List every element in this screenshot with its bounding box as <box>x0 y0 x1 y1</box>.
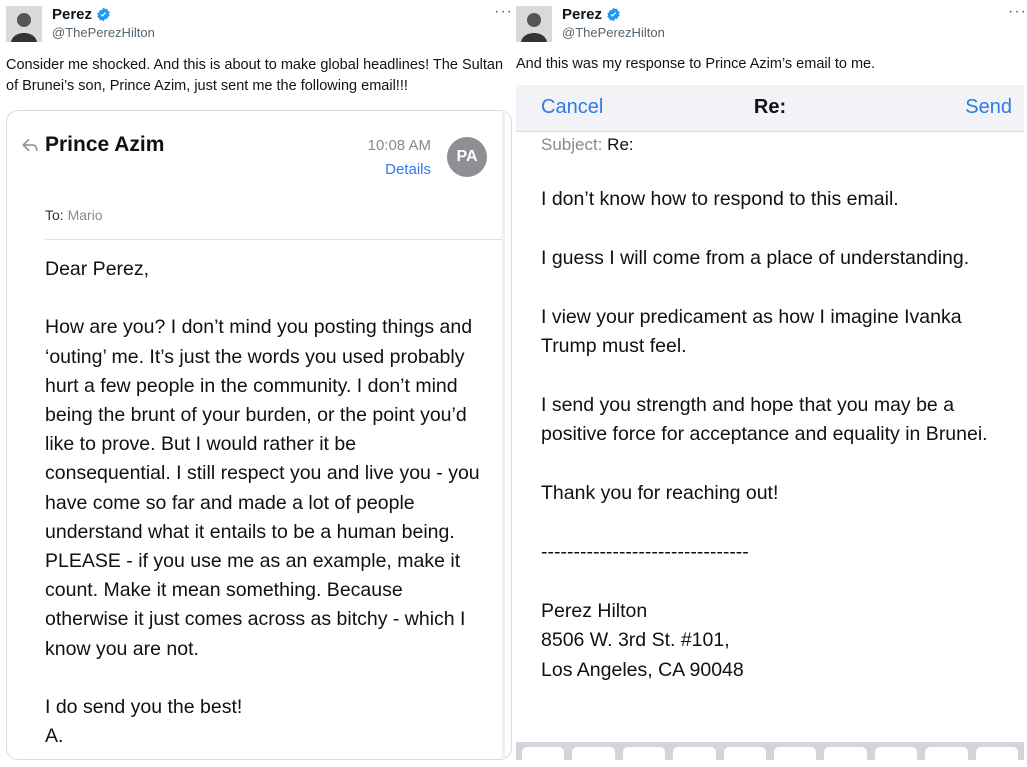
more-options-icon[interactable]: ··· <box>1008 3 1027 20</box>
reply-arrow-icon <box>21 136 39 154</box>
tweet-text: And this was my response to Prince Azim’s email to me. <box>516 56 876 72</box>
divider <box>45 239 505 240</box>
author-name[interactable]: Perez <box>52 6 93 23</box>
verified-badge-icon <box>606 7 621 22</box>
avatar-image <box>6 6 42 42</box>
send-button[interactable]: Send <box>965 96 1012 118</box>
author-handle[interactable]: @ThePerezHilton <box>52 25 155 40</box>
left-tweet <box>0 0 512 760</box>
keyboard-key <box>875 747 917 767</box>
subject-row <box>541 135 634 155</box>
subject-label: Subject: <box>541 135 603 154</box>
author-avatar[interactable] <box>516 6 552 42</box>
compose-title: Re: <box>753 96 787 118</box>
keyboard-key <box>925 747 967 767</box>
to-label: To: <box>45 207 64 223</box>
compose-screenshot[interactable] <box>516 85 1024 760</box>
keyboard-key <box>724 747 766 767</box>
right-tweet <box>512 0 1027 760</box>
keyboard-key <box>976 747 1018 767</box>
author-handle[interactable]: @ThePerezHilton <box>562 25 665 40</box>
keyboard <box>516 742 1024 760</box>
keyboard-key <box>774 747 816 767</box>
sender-name: Prince Azim <box>45 133 165 156</box>
cancel-button[interactable]: Cancel <box>541 96 604 118</box>
author-name-row[interactable] <box>52 6 111 23</box>
compose-header <box>516 85 1024 132</box>
tweet-text: Consider me shocked. And this is about to make global headlines! The Sultan of Brunei’s son, Prince Azim, just sent me the following email!!! <box>6 57 504 94</box>
keyboard-key <box>522 747 564 767</box>
subject-value[interactable]: Re: <box>607 135 634 154</box>
email-body: Dear Perez, How are you? I don’t mind you posting things and ‘outing’ me. It’s just the words you used probably hurt a few people in the community. I don’t mind being the brunt of your burden, or the point you’d like to prove. But I would rather it be consequential. I still respect you and live you - you have come so far and made a lot of people understand what it entails to be a human being. PLEASE - if you use me as an example, make it count. Make it mean something. Because otherwise it just comes across as bitchy - which I know you are not. I do send you the best! A. <box>45 258 480 748</box>
to-value: Mario <box>67 207 103 223</box>
author-name-row[interactable] <box>562 6 621 23</box>
verified-badge-icon <box>96 7 111 22</box>
details-link[interactable]: Details <box>385 161 431 178</box>
email-time: 10:08 AM <box>367 137 431 154</box>
keyboard-key <box>824 747 866 767</box>
sender-avatar: PA <box>447 137 487 177</box>
email-screenshot[interactable] <box>6 110 512 760</box>
keyboard-key <box>673 747 715 767</box>
to-row <box>45 207 103 223</box>
more-options-icon[interactable]: ··· <box>494 3 513 20</box>
keyboard-key <box>623 747 665 767</box>
author-name[interactable]: Perez <box>562 6 603 23</box>
sender-row <box>21 133 164 157</box>
avatar-image <box>516 6 552 42</box>
author-avatar[interactable] <box>6 6 42 42</box>
compose-body[interactable]: I don’t know how to respond to this email. I guess I will come from a place of understanding. I view your predicament as how I imagine Ivanka Trump must feel. I send you strength and hope that you may be a positive force for acceptance and equality in Brunei. Thank you for reaching out! -------------------------------- Perez Hilton 8506 W. 3rd St. #101, Los Angeles, CA 90048 <box>541 188 988 681</box>
keyboard-key <box>572 747 614 767</box>
scrollbar <box>502 111 505 759</box>
